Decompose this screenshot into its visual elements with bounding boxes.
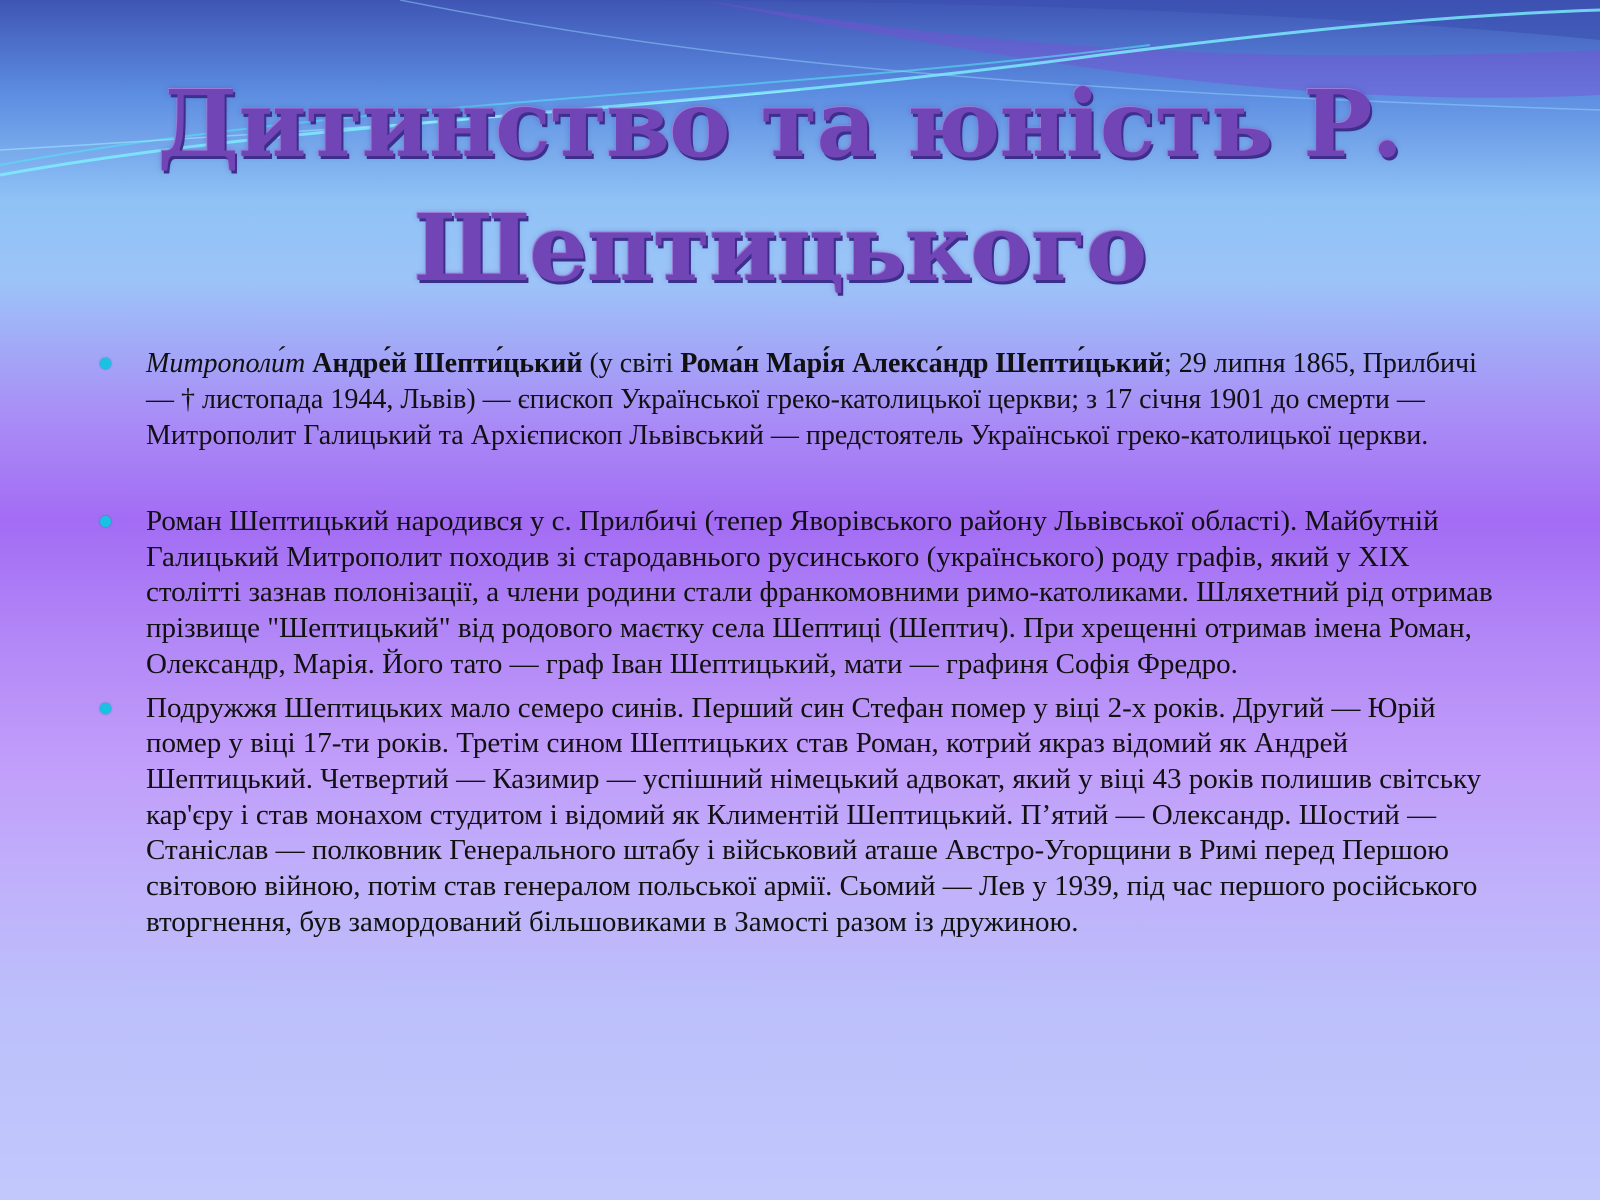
bullet-rest: ; 29 липня 1865, Прилбичі — † листопада 1944, Львів) — єпископ Української греко-католицької церкви; з 17 січня 1901 до смерти — Митрополит Галицький та Архієпископ Львівський — предстоятель Української греко-католицької церкви. — [146, 348, 1477, 451]
bullet-item — [96, 346, 1496, 454]
title-word: Митрополи́т — [146, 348, 306, 379]
bullet-icon — [100, 358, 111, 369]
bullet-text: Подружжя Шептицьких мало семеро синів. Перший син Стефан помер у віці 2-х років. Другий — Юрій помер у віці 17-ти років. Третім сином Шептицьких став Роман, котрий якраз відомий як Андрей Шептицький. Четвертий — Казимир — успішний німецький адвокат, який у віці 43 років полишив світську кар'єру і став монахом студитом і відомий як Климентій Шептицький. П’ятий — Олександр. Шостий — Станіслав — полковник Генерального штабу і військовий аташе Австро-Угорщини в Римі перед Першою світовою війною, потім став генералом польської армії. Сьомий — Лев у 1939, під час першого російського вторгнення, був замордований більшовиками в Замості разом із дружиною. — [146, 691, 1482, 938]
name-bold: Андре́й Шепти́цький — [312, 348, 583, 379]
bullet-icon — [100, 516, 111, 527]
secular-name-bold: Рома́н Марі́я Алекса́ндр Шепти́цький — [680, 348, 1165, 379]
secular-prefix: (у світі — [582, 348, 681, 379]
bullet-list — [96, 346, 1496, 940]
bullet-text — [146, 348, 1477, 451]
bullet-text: Роман Шептицький народився у с. Прилбичі (тепер Яворівського району Львівської області). Майбутній Галицький Митрополит походив зі стародавнього русинського (українського) роду графів, який у XIX столітті зазнав полонізації, а члени родини стали франкомовними римо-католиками. Шляхетний рід отримав прізвище "Шептицький" від родового маєтку села Шептиці (Шептич). При хрещенні отримав імена Роман, Олександр, Марія. Його тато — граф Іван Шептицький, мати — графиня Софія Фредро. — [146, 505, 1493, 680]
slide-title: Дитинство та юність Р. Шептицького — [157, 70, 1403, 302]
bullet-item — [96, 691, 1496, 941]
bullet-icon — [100, 703, 111, 714]
bullet-item — [96, 504, 1496, 683]
